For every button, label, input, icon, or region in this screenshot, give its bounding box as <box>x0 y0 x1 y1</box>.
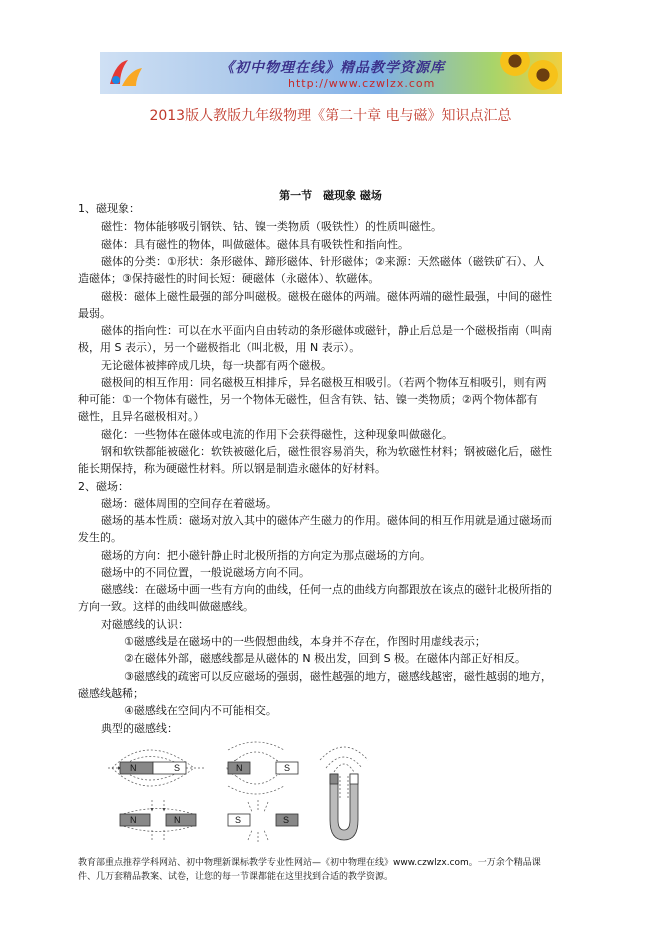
heading-1: 1、磁现象： <box>78 202 140 215</box>
site-logo-icon <box>106 56 146 90</box>
paragraph-line: 磁感线：在磁场中画一些有方向的曲线，任何一点的曲线方向都跟放在该点的磁针北极所指的 <box>101 583 552 596</box>
list-item: ①磁感线是在磁场中的一些假想曲线，本身并不存在，作图时用虚线表示； <box>124 635 486 648</box>
banner-url: http://www.czwlzx.com <box>288 77 436 90</box>
paragraph-line: 方向一致。这样的曲线叫做磁感线。 <box>78 600 254 613</box>
paragraph-line: 对磁感线的认识： <box>101 618 189 631</box>
list-item: ②在磁体外部，磁感线都是从磁体的 N 极出发，回到 S 极。在磁体内部正好相反。 <box>124 652 527 665</box>
header-banner <box>100 52 562 94</box>
sunflower-decoration-icon <box>500 52 530 76</box>
paragraph-line: 钢和软铁都能被磁化：软铁被磁化后，磁性很容易消失，称为软磁性材料；钢被磁化后，磁性 <box>101 445 552 458</box>
magnetic-field-lines-figure <box>108 740 398 842</box>
paragraph-line: 极，用 S 表示），另一个磁极指北（叫北极，用 N 表示）。 <box>78 341 361 354</box>
paragraph-line: 磁化：一些物体在磁体或电流的作用下会获得磁性，这种现象叫做磁化。 <box>101 428 453 441</box>
paragraph-line: 造磁体；③保持磁性的时间长短：硬磁体（永磁体）、软磁体。 <box>78 272 380 285</box>
footer-line: 件、几万套精品教案、试卷，让您的每一节课都能在这里找到合适的教学资源。 <box>78 872 394 882</box>
banner-title: 《初中物理在线》精品教学资源库 <box>220 60 445 76</box>
footer-line: 教育部重点推荐学科网站、初中物理新课标教学专业性网站—《初中物理在线》www.czwlzx.com。一万余个精品课 <box>78 858 541 868</box>
heading-2: 2、磁场： <box>78 480 129 493</box>
paragraph-line: 最弱。 <box>78 307 111 320</box>
sunflower-decoration-icon <box>528 60 558 90</box>
list-item: ③磁感线的疏密可以反应磁场的强弱，磁性越强的地方，磁感线越密，磁性越弱的地方， <box>124 670 552 683</box>
paragraph-line: 磁场中的不同位置，一般说磁场方向不同。 <box>101 566 310 579</box>
page-footer <box>78 856 598 884</box>
n-pole-label: N <box>130 815 137 825</box>
paragraph-line: 磁极：磁体上磁性最强的部分叫磁极。磁极在磁体的两端。磁体两端的磁性最强，中间的磁性 <box>101 290 552 303</box>
s-pole-label: S <box>284 763 291 773</box>
paragraph-line: 磁场的方向：把小磁针静止时北极所指的方向定为那点磁场的方向。 <box>101 549 431 562</box>
section-title: 第一节 磁现象 磁场 <box>279 189 382 202</box>
paragraph-line: 磁体：具有磁性的物体，叫做磁体。磁体具有吸铁性和指向性。 <box>101 238 409 251</box>
paragraph-line: 磁性：物体能够吸引钢铁、钴、镍一类物质（吸铁性）的性质叫磁性。 <box>101 220 442 233</box>
paragraph-line: 磁场：磁体周围的空间存在着磁场。 <box>101 497 277 510</box>
paragraph-line: 无论磁体被摔碎成几块，每一块都有两个磁极。 <box>101 359 332 372</box>
list-item: 磁感线越稀； <box>78 687 144 700</box>
paragraph-line: 典型的磁感线： <box>101 722 178 735</box>
paragraph-line: 种可能：①一个物体有磁性，另一个物体无磁性，但含有铁、钴、镍一类物质；②两个物体都有 <box>78 393 538 406</box>
paragraph-line: 磁场的基本性质：磁场对放入其中的磁体产生磁力的作用。磁体间的相互作用就是通过磁场而 <box>101 514 552 527</box>
paragraph-line: 磁性，且异名磁极相对。） <box>78 410 205 423</box>
list-item: ④磁感线在空间内不可能相交。 <box>124 704 277 717</box>
n-pole-label: N <box>130 763 137 773</box>
paragraph-line: 发生的。 <box>78 531 122 544</box>
paragraph-line: 能长期保持，称为硬磁性材料。所以钢是制造永磁体的好材料。 <box>78 462 386 475</box>
paragraph-line: 磁体的分类：①形状：条形磁体、蹄形磁体、针形磁体；②来源：天然磁体（磁铁矿石）、人 <box>101 255 545 268</box>
paragraph-line: 磁极间的相互作用：同名磁极互相排斥，异名磁极互相吸引。（若两个物体互相吸引，则有两 <box>101 376 547 389</box>
paragraph-line: 磁体的指向性：可以在水平面内自由转动的条形磁体或磁针，静止后总是一个磁极指南（叫南 <box>101 324 552 337</box>
n-pole-label: N <box>174 815 181 825</box>
s-pole-label: S <box>174 763 181 773</box>
n-pole-label: N <box>236 763 243 773</box>
document-title: 2013版人教版九年级物理《第二十章 电与磁》知识点汇总 <box>149 108 512 124</box>
s-pole-label: S <box>283 815 290 825</box>
s-pole-label: S <box>235 815 242 825</box>
